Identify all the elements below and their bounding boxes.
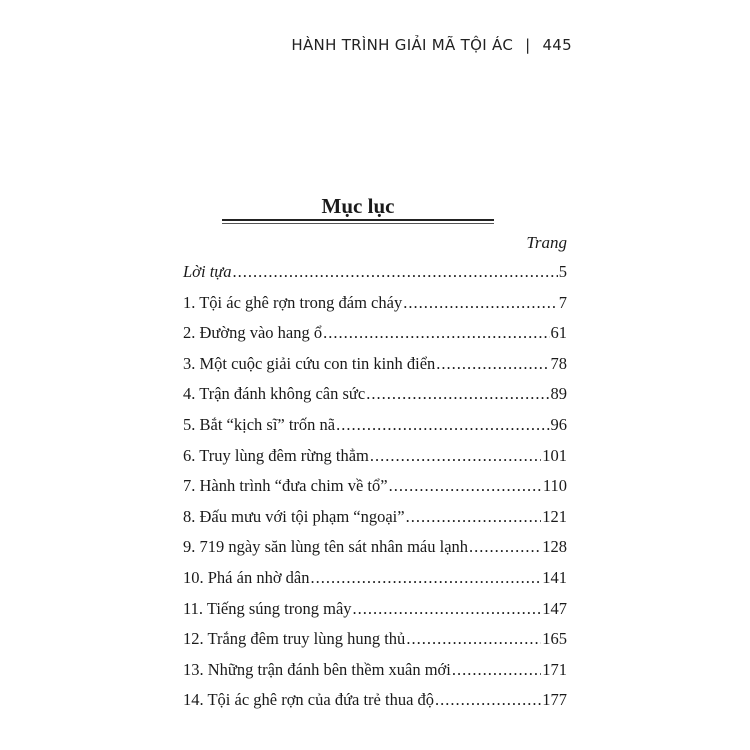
dot-leader	[469, 537, 541, 557]
toc-entry-label: 7. Hành trình “đưa chim về tổ”	[183, 476, 388, 496]
dot-leader	[336, 415, 549, 435]
toc-entry-label: 11. Tiếng súng trong mây	[183, 598, 352, 618]
running-header	[291, 36, 572, 54]
toc-entry-page: 101	[542, 445, 567, 465]
toc-entry	[183, 415, 567, 446]
toc-entry	[183, 354, 567, 385]
title-rule	[222, 219, 494, 224]
running-title: HÀNH TRÌNH GIẢI MÃ TỘI ÁC	[291, 36, 514, 54]
dot-leader	[403, 293, 558, 313]
dot-leader	[323, 323, 549, 343]
toc-entry-label: 13. Những trận đánh bên thềm xuân mới	[183, 659, 451, 679]
toc-entry	[183, 629, 567, 660]
dot-leader	[311, 568, 542, 588]
table-of-contents	[183, 262, 567, 721]
toc-entry-label: 1. Tội ác ghê rợn trong đám cháy	[183, 292, 403, 312]
toc-entry-page: 177	[542, 690, 567, 710]
page-number: 445	[542, 36, 572, 54]
toc-entry	[183, 476, 567, 507]
toc-entry	[183, 507, 567, 538]
toc-entry-label: 3. Một cuộc giải cứu con tin kinh điển	[183, 353, 436, 373]
toc-entry-page: 110	[542, 476, 567, 496]
toc-entry-page: 5	[558, 262, 567, 281]
toc-entry-page: 171	[542, 659, 567, 679]
toc-entry-label: 8. Đấu mưu với tội phạm “ngoại”	[183, 506, 405, 526]
toc-entry-page: 165	[542, 629, 567, 649]
toc-entry-page: 7	[558, 292, 567, 312]
toc-entry-page: 89	[550, 384, 567, 404]
dot-leader	[435, 690, 541, 710]
toc-entry	[183, 323, 567, 354]
toc-entry-label: Lời tựa	[183, 262, 232, 281]
toc-entry	[183, 262, 567, 293]
dot-leader	[406, 507, 542, 527]
dot-leader	[389, 476, 542, 496]
toc-entry-page: 128	[542, 537, 567, 557]
toc-entry	[183, 446, 567, 477]
dot-leader	[233, 262, 558, 282]
toc-entry-label: 2. Đường vào hang ổ	[183, 323, 323, 343]
dot-leader	[452, 660, 541, 680]
dot-leader	[370, 446, 541, 466]
toc-entry-label: 6. Truy lùng đêm rừng thẳm	[183, 445, 369, 465]
toc-entry	[183, 599, 567, 630]
toc-entry-label: 12. Trắng đêm truy lùng hung thủ	[183, 629, 406, 649]
header-separator: |	[525, 36, 531, 54]
toc-entry	[183, 384, 567, 415]
toc-entry-label: 14. Tội ác ghê rợn của đứa trẻ thua độ	[183, 690, 435, 710]
toc-title: Mục lục	[321, 194, 395, 218]
dot-leader	[366, 384, 549, 404]
toc-entry	[183, 660, 567, 691]
toc-entry	[183, 293, 567, 324]
toc-entry	[183, 537, 567, 568]
toc-entry-page: 61	[550, 323, 567, 343]
dot-leader	[353, 599, 542, 619]
toc-entry	[183, 690, 567, 721]
toc-entry-label: 4. Trận đánh không cân sức	[183, 384, 366, 404]
toc-entry	[183, 568, 567, 599]
toc-entry-page: 121	[542, 506, 567, 526]
toc-entry-page: 78	[550, 353, 567, 373]
toc-entry-label: 9. 719 ngày săn lùng tên sát nhân máu lạnh	[183, 537, 469, 557]
dot-leader	[436, 354, 549, 374]
toc-entry-page: 147	[542, 598, 567, 618]
toc-entry-page: 141	[542, 567, 567, 587]
toc-entry-label: 10. Phá án nhờ dân	[183, 567, 310, 587]
dot-leader	[406, 629, 541, 649]
toc-entry-page: 96	[550, 414, 567, 434]
page-column-label: Trang	[526, 233, 567, 252]
toc-entry-label: 5. Bắt “kịch sĩ” trốn nã	[183, 414, 336, 434]
